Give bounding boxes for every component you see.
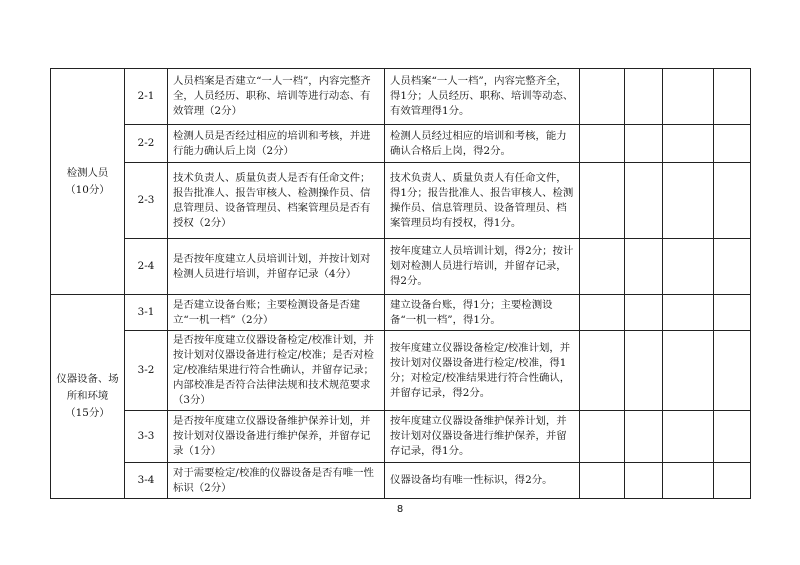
table-row	[51, 125, 751, 163]
table-row	[51, 69, 751, 125]
empty-cell	[663, 331, 714, 411]
empty-cell	[625, 163, 663, 239]
empty-cell	[714, 295, 751, 331]
item-requirement: 是否按年度建立仪器设备检定/校准计划，并按计划对仪器设备进行检定/校准；是否对检定/校准结果进行符合性确认，并留存记录；内部校准是否符合法律法规和技术规范要求（3分）	[168, 331, 385, 411]
item-requirement: 人员档案是否建立“一人一档”，内容完整齐全，人员经历、职称、培训等进行动态、有效管理（2分）	[168, 69, 385, 125]
item-standard: 检测人员经过相应的培训和考核，能力确认合格后上岗，得2分。	[385, 125, 580, 163]
table-row	[51, 463, 751, 499]
item-standard: 技术负责人、质量负责人有任命文件，得1分；报告批准人、报告审核人、检测操作员、信息管理员、设备管理员、档案管理员均有授权，得1分。	[385, 163, 580, 239]
item-standard: 建立设备台账，得1分；主要检测设备“一机一档”，得1分。	[385, 295, 580, 331]
empty-cell	[580, 463, 625, 499]
item-requirement: 检测人员是否经过相应的培训和考核，并进行能力确认后上岗（2分）	[168, 125, 385, 163]
item-standard: 人员档案“一人一档”，内容完整齐全，得1分；人员经历、职称、培训等动态、有效管理得1分。	[385, 69, 580, 125]
category-name: 检测人员	[66, 166, 109, 179]
item-code: 3-3	[125, 411, 168, 463]
empty-cell	[625, 463, 663, 499]
table-row	[51, 239, 751, 295]
item-code: 2-1	[125, 69, 168, 125]
empty-cell	[625, 331, 663, 411]
item-code: 3-2	[125, 331, 168, 411]
empty-cell	[714, 163, 751, 239]
table-row	[51, 295, 751, 331]
empty-cell	[580, 295, 625, 331]
empty-cell	[625, 125, 663, 163]
empty-cell	[714, 331, 751, 411]
empty-cell	[714, 463, 751, 499]
table-row	[51, 411, 751, 463]
empty-cell	[580, 411, 625, 463]
empty-cell	[663, 411, 714, 463]
item-requirement: 是否按年度建立仪器设备维护保养计划，并按计划对仪器设备进行维护保养，并留存记录（1分）	[168, 411, 385, 463]
empty-cell	[625, 411, 663, 463]
table-row	[51, 331, 751, 411]
category-score: （10分）	[65, 183, 110, 196]
empty-cell	[714, 125, 751, 163]
table-row	[51, 163, 751, 239]
item-code: 2-4	[125, 239, 168, 295]
empty-cell	[625, 239, 663, 295]
page-number: 8	[396, 504, 404, 515]
empty-cell	[580, 125, 625, 163]
evaluation-table	[50, 68, 751, 499]
item-standard: 按年度建立仪器设备维护保养计划，并按计划对仪器设备进行维护保养，并留存记录，得1分。	[385, 411, 580, 463]
empty-cell	[625, 295, 663, 331]
item-standard: 按年度建立人员培训计划，得2分；按计划对检测人员进行培训，并留存记录，得2分。	[385, 239, 580, 295]
item-code: 3-4	[125, 463, 168, 499]
empty-cell	[714, 69, 751, 125]
item-code: 2-3	[125, 163, 168, 239]
empty-cell	[663, 125, 714, 163]
empty-cell	[663, 239, 714, 295]
empty-cell	[663, 463, 714, 499]
empty-cell	[580, 239, 625, 295]
item-requirement: 技术负责人、质量负责人是否有任命文件；报告批准人、报告审核人、检测操作员、信息管理员、设备管理员、档案管理员是否有授权（2分）	[168, 163, 385, 239]
item-code: 3-1	[125, 295, 168, 331]
empty-cell	[663, 295, 714, 331]
empty-cell	[663, 163, 714, 239]
item-standard: 仪器设备均有唯一性标识，得2分。	[385, 463, 580, 499]
empty-cell	[714, 411, 751, 463]
empty-cell	[580, 163, 625, 239]
empty-cell	[625, 69, 663, 125]
item-code: 2-2	[125, 125, 168, 163]
category-cell	[51, 69, 125, 295]
item-requirement: 对于需要检定/校准的仪器设备是否有唯一性标识（2分）	[168, 463, 385, 499]
empty-cell	[580, 331, 625, 411]
category-cell	[51, 295, 125, 499]
empty-cell	[663, 69, 714, 125]
category-score: （15分）	[65, 407, 110, 419]
empty-cell	[714, 239, 751, 295]
empty-cell	[580, 69, 625, 125]
item-requirement: 是否建立设备台账；主要检测设备是否建立“一机一档”（2分）	[168, 295, 385, 331]
category-name: 仪器设备、场所和环境	[56, 373, 119, 402]
item-requirement: 是否按年度建立人员培训计划，并按计划对检测人员进行培训，并留存记录（4分）	[168, 239, 385, 295]
item-standard: 按年度建立仪器设备检定/校准计划，并按计划对仪器设备进行检定/校准，得1分；对检定/校准结果进行符合性确认，并留存记录，得2分。	[385, 331, 580, 411]
